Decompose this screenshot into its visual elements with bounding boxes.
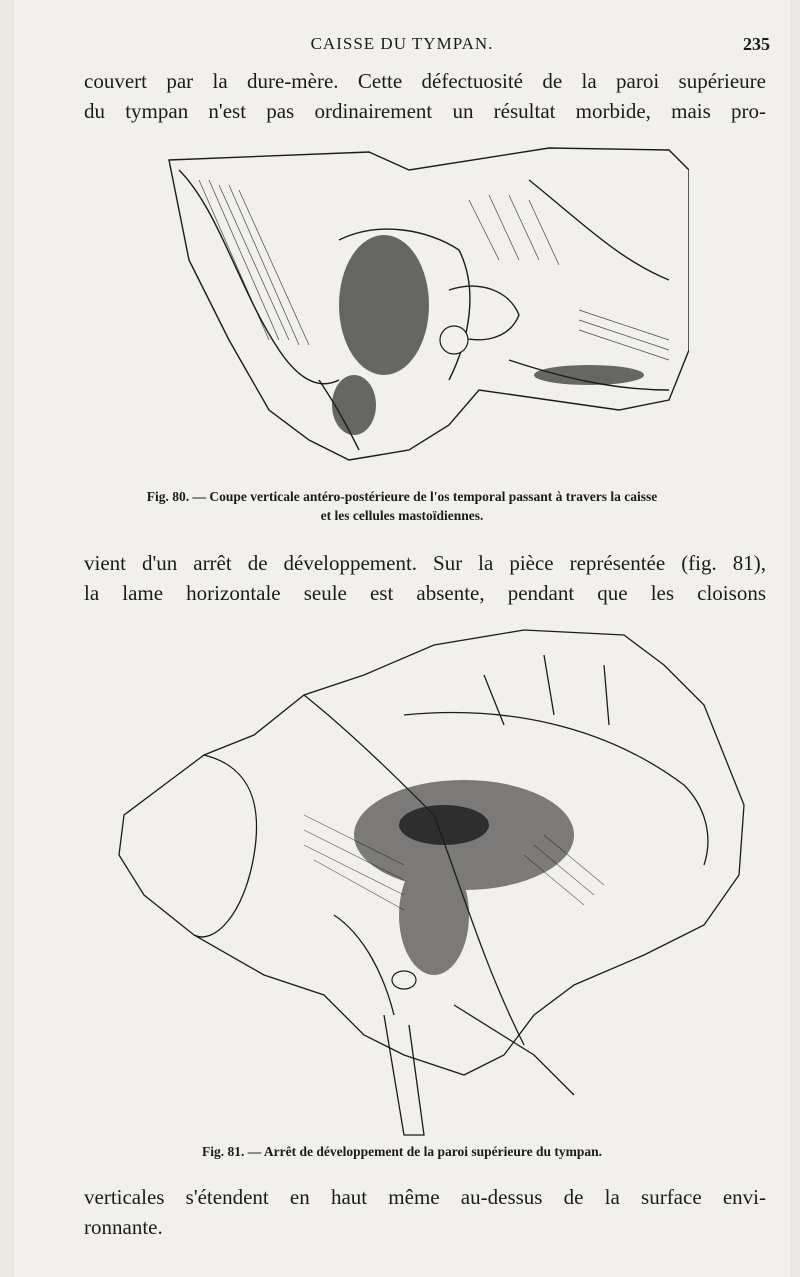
figure-80-caption — [44, 487, 760, 525]
paragraph-development — [84, 548, 766, 608]
text-line: vient d'un arrêt de développement. Sur la pièce représentée (fig. 81), — [84, 551, 766, 575]
text-line: couvert par la dure-mère. Cette défectuosité de la paroi supérieure — [84, 69, 766, 93]
page-header — [14, 34, 790, 58]
paragraph-intro — [84, 66, 766, 126]
text-line: verticales s'étendent en haut même au-dessus de la surface envi- — [84, 1185, 766, 1209]
page-number: 235 — [743, 34, 770, 54]
figure-81-caption: Fig. 81. — Arrêt de développement de la paroi supérieure du tympan. — [202, 1144, 602, 1159]
caption-line: Fig. 80. — Coupe verticale antéro-postérieure de l'os temporal passant à travers la caisse — [146, 489, 658, 504]
paragraph-closing — [84, 1182, 766, 1242]
text-line: ronnante. — [84, 1215, 163, 1239]
book-page — [14, 0, 790, 1277]
text-line: du tympan n'est pas ordinairement un résultat morbide, mais pro- — [84, 99, 766, 123]
figure-80-illustration — [149, 140, 689, 475]
text-line: la lame horizontale seule est absente, pendant que les cloisons — [84, 581, 766, 605]
running-title: CAISSE DU TYMPAN. — [310, 34, 494, 53]
caption-line: et les cellules mastoïdiennes. — [320, 508, 484, 523]
figure-81-illustration — [104, 615, 764, 1145]
